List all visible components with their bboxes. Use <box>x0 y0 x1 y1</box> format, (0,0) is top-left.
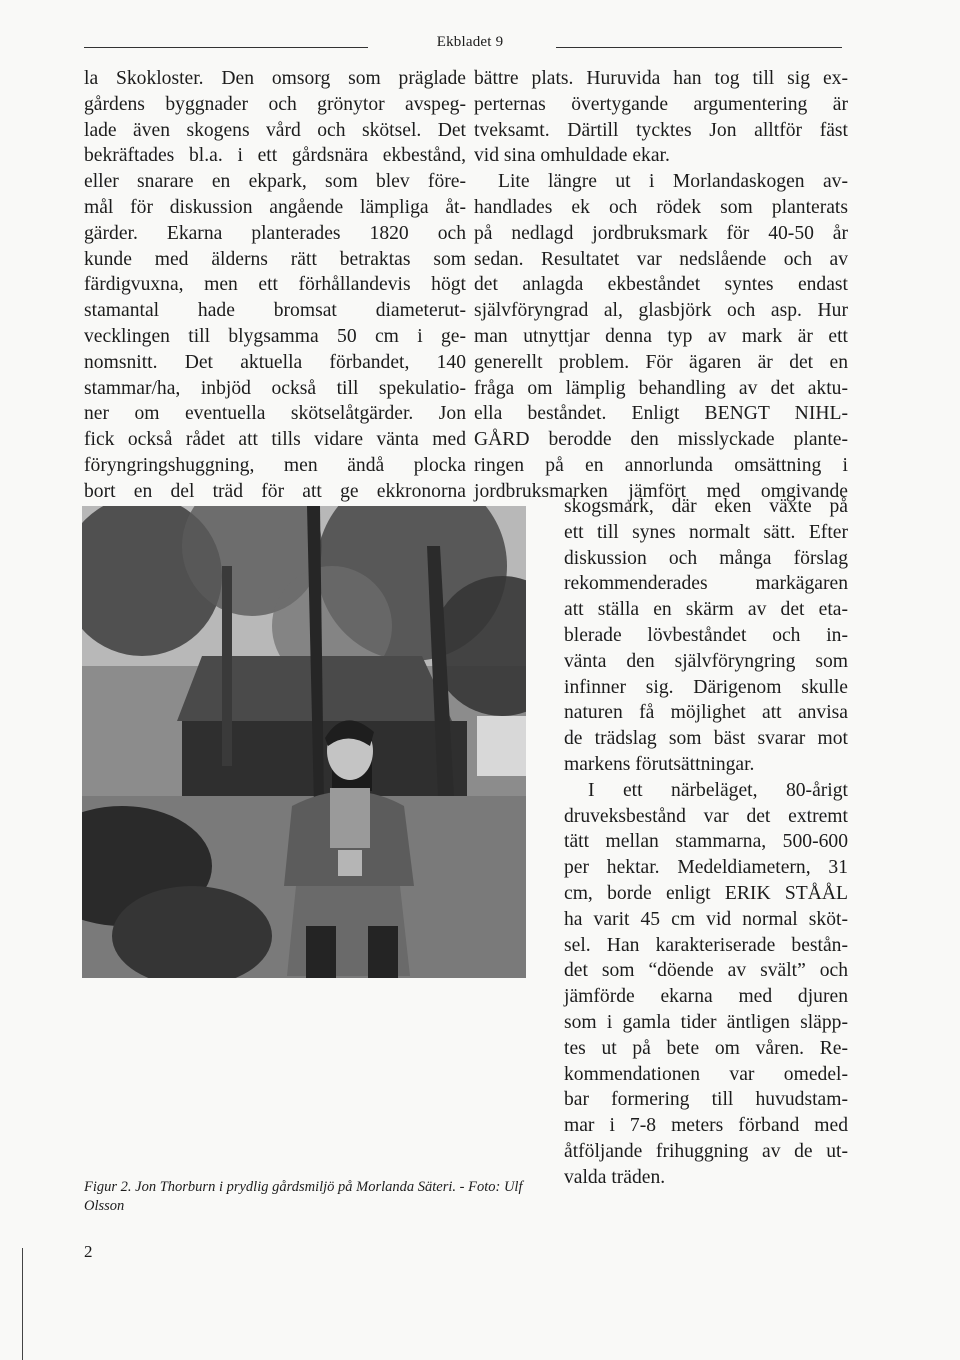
text-line: ha varit 45 cm vid normal sköt- <box>564 908 848 930</box>
right-column-narrow <box>564 494 848 1191</box>
text-line: de trädslag som bäst svarar mot <box>564 728 848 750</box>
left-column <box>84 66 466 505</box>
text-line: att ställa en skärm av det eta- <box>564 599 848 621</box>
text-line: på nedlagd jordbruksmark för 40-50 år <box>474 222 848 244</box>
text-line: som i gamla tider äntligen släpp- <box>564 1011 848 1033</box>
photo-illustration <box>82 506 526 978</box>
text-line: vänta den självföryngring som <box>564 650 848 672</box>
text-line: sel. Han karakteriserade bestån- <box>564 934 848 956</box>
text-line: färdigvuxna, men ett förhållandevis högt <box>84 274 466 296</box>
text-line: ner om eventuella skötselåtgärder. Jon <box>84 403 466 425</box>
text-line: sedan. Resultatet var nedslående och av <box>474 248 848 270</box>
text-line: jordbruksmarken jämfört med omgivande <box>474 480 848 502</box>
text-line: fråga om lämplig behandling av det aktu- <box>474 377 848 399</box>
text-line: det anlagda ekbeståndet syntes endast <box>474 274 848 296</box>
running-header: Ekbladet 9 <box>436 34 504 50</box>
text-line: valda träden. <box>564 1166 666 1188</box>
text-line: tveksamt. Därtill tycktes Jon alltför fäst <box>474 119 848 141</box>
text-line: ett till synes normalt sätt. Efter <box>564 521 848 543</box>
right-column-top <box>474 66 848 505</box>
text-line: rekommenderades markägaren <box>564 573 848 595</box>
text-line: kommendationen var omedel- <box>564 1063 848 1085</box>
text-line: bekräftades bl.a. i ett gårdsnära ekbestånd, <box>84 145 466 167</box>
text-line: föryngringshuggning, men ändå plocka <box>84 454 466 476</box>
text-line: nomsnitt. Det aktuella förbandet, 140 <box>84 351 466 373</box>
text-line: diskussion och många förslag <box>564 547 848 569</box>
text-line: per hektar. Medeldiametern, 31 <box>564 857 848 879</box>
text-line: skogsmark, där eken växte på <box>564 496 848 517</box>
text-line: stamantal hade bromsat diameterut- <box>84 300 466 322</box>
text-line: stammar/ha, inbjöd också till spekulatio- <box>84 377 466 399</box>
text-line: bort en del träd för att ge ekkronorna <box>84 480 466 502</box>
text-line: bättre plats. Huruvida han tog till sig ex- <box>474 68 848 89</box>
text-line: ringen på en annorlunda omsättning i <box>474 454 848 476</box>
text-line: ella beståndet. Enligt BENGT NIHL- <box>474 403 848 425</box>
text-line: blerade lövbeståndet och in- <box>564 624 848 646</box>
text-line: tätt mellan stammarna, 500-600 <box>564 831 848 853</box>
text-line: gärder. Ekarna planterades 1820 och <box>84 222 466 244</box>
text-line: det som “döende av svält” och <box>564 960 848 982</box>
text-line: infinner sig. Därigenom skulle <box>564 676 848 698</box>
text-line: lade även skogens vård och skötsel. Det <box>84 119 466 141</box>
text-line: självföryngrad al, glasbjörk och asp. Hur <box>474 300 848 322</box>
text-line: cm, borde enligt ERIK STÅÅL <box>564 882 848 904</box>
text-line: gårdens byggnader och grönytor avspeg- <box>84 93 466 115</box>
text-line: generellt problem. För ägaren är det en <box>474 351 848 373</box>
text-line: I ett närbeläget, 80-årigt <box>588 779 848 801</box>
figure-caption: Figur 2. Jon Thorburn i prydlig gårdsmiljö på Morlanda Säteri. - Foto: Ulf Olsson <box>84 1179 523 1214</box>
text-line: mål för diskussion angående lämpliga åt- <box>84 196 466 218</box>
text-line: la Skokloster. Den omsorg som präglade <box>84 68 466 89</box>
margin-line <box>22 1248 23 1360</box>
text-line: handlades ek och rödek som planterats <box>474 196 848 218</box>
header-rule-left <box>84 47 368 48</box>
text-line: naturen få möjlighet att anvisa <box>564 702 848 724</box>
page-number: 2 <box>84 1242 93 1261</box>
text-line: åtföljande frihuggning av de ut- <box>564 1140 848 1162</box>
text-line: eller snarare en ekpark, som blev före- <box>84 171 466 193</box>
text-line: markens förutsättningar. <box>564 753 755 775</box>
text-line: vid sina omhuldade ekar. <box>474 145 670 167</box>
text-line: druveksbestånd var det extremt <box>564 805 848 827</box>
text-line: bar formering till huvudstam- <box>564 1089 848 1111</box>
text-line: tes ut på bete om våren. Re- <box>564 1037 848 1059</box>
text-line: jämförde ekarna med djuren <box>564 986 848 1008</box>
text-line: GÅRD berodde den misslyckade plante- <box>474 429 848 451</box>
text-line: fick också rådet att tills vidare vänta med <box>84 429 466 451</box>
text-line: kunde med älderns rätt betraktas som <box>84 248 466 270</box>
photograph <box>82 506 526 978</box>
text-line: mar i 7-8 meters förband med <box>564 1115 848 1137</box>
text-line: perternas övertygande argumentering är <box>474 93 848 115</box>
header-rule-right <box>556 47 842 48</box>
text-line: man utnyttjar denna typ av mark är ett <box>474 325 848 347</box>
text-line: vecklingen till blygsamma 50 cm i ge- <box>84 325 466 347</box>
text-line: Lite längre ut i Morlandaskogen av- <box>498 171 848 193</box>
